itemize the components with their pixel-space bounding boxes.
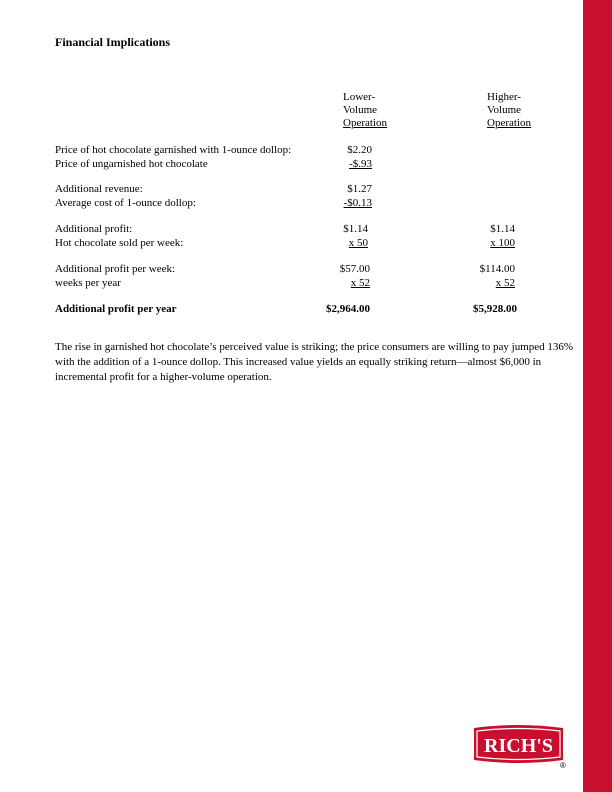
brand-side-bar — [583, 0, 612, 792]
row-label-average-cost: Average cost of 1-ounce dollop: — [55, 197, 196, 209]
value-lower-weeks-per-year: x 52 — [350, 277, 370, 289]
value-lower-price-garnished: $2.20 — [347, 144, 372, 156]
row-label-price-ungarnished: Price of ungarnished hot chocolate — [55, 158, 208, 170]
column-header-higher-volume: Higher- Volume Operation — [487, 91, 531, 129]
value-lower-profit-per-week: $57.00 — [339, 263, 370, 275]
summary-paragraph: The rise in garnished hot chocolate’s perceived value is striking; the price consumers are willing to pay jumped 136% with the addition of a 1-ounce dollop. This increased value yields an equally striking return—almost $6,000 in incremental profit for a higher-volume operation. — [55, 341, 574, 383]
value-higher-profit-per-week: $114.00 — [479, 263, 515, 275]
richs-logo — [470, 724, 567, 764]
page-title: Financial Implications — [55, 35, 171, 49]
value-lower-profit-per-year: $2,964.00 — [326, 303, 370, 315]
value-higher-sold-per-week: x 100 — [490, 237, 515, 249]
value-lower-additional-revenue: $1.27 — [347, 183, 372, 195]
row-label-additional-revenue: Additional revenue: — [55, 183, 143, 195]
row-label-profit-per-week: Additional profit per week: — [55, 263, 176, 275]
column-header-lower-volume: Lower- Volume Operation — [343, 91, 387, 129]
row-label-additional-profit: Additional profit: — [55, 223, 133, 235]
value-higher-weeks-per-year: x 52 — [495, 277, 515, 289]
value-higher-additional-profit: $1.14 — [490, 223, 515, 235]
row-label-sold-per-week: Hot chocolate sold per week: — [55, 237, 184, 249]
row-label-price-garnished: Price of hot chocolate garnished with 1-ounce dollop: — [55, 144, 292, 156]
value-lower-sold-per-week: x 50 — [348, 237, 368, 249]
registered-mark: ® — [560, 761, 566, 770]
value-higher-profit-per-year: $5,928.00 — [473, 303, 517, 315]
value-lower-price-ungarnished: -$.93 — [349, 158, 372, 170]
logo-text: RICH'S — [484, 735, 553, 757]
row-label-profit-per-year: Additional profit per year — [55, 303, 177, 315]
row-label-weeks-per-year: weeks per year — [55, 277, 121, 289]
value-lower-additional-profit: $1.14 — [343, 223, 368, 235]
value-lower-average-cost: -$0.13 — [343, 197, 372, 209]
